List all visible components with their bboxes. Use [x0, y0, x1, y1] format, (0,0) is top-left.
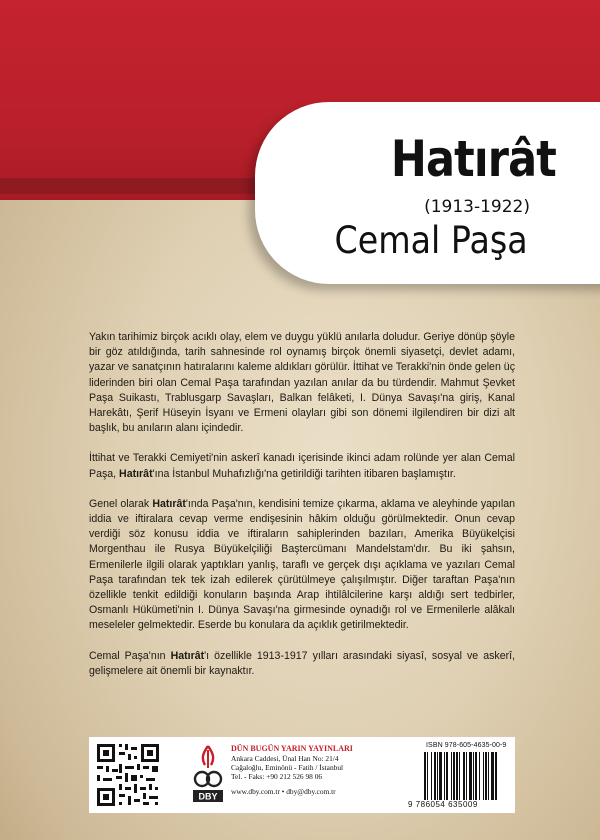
blurb-p2-text-a: İttihat ve Terakki Cemiyeti'nin askerî kanadı içerisinde ikinci adam rolünde yer alan Cemal Paşa,	[89, 452, 515, 480]
blurb-p4-text-a: Cemal Paşa'nın	[89, 649, 171, 662]
qr-code-icon	[95, 742, 161, 808]
dby-logo-icon	[193, 744, 223, 806]
blurb-p3-bold: Hatırât	[152, 497, 186, 510]
blurb-p4-text-c: 'ı özellikle 1913-1917 yılları arasındaki siyasî, sosyal ve askerî, gelişmelere ait önemli bir kaynaktır.	[89, 649, 515, 677]
logo-text: DBY	[198, 791, 218, 802]
blurb-paragraph-2	[89, 451, 515, 481]
blurb-text	[89, 330, 515, 694]
blurb-p2-text-c: 'ına İstanbul Muhafızlığı'na getirildiği tarihten itibaren başlamıştır.	[152, 467, 456, 480]
barcode-number: 9 786054 635009	[408, 800, 478, 809]
blurb-p2-bold: Hatırât	[119, 467, 153, 480]
blurb-paragraph-4	[89, 649, 515, 679]
blurb-p3-text-c: 'ında Paşa'nın, kendisini temize çıkarma, aklama ve aleyhinde yapılan iddia ve iftiralara cevap verme endişesinin hâkim olduğu görülmektedir. Onun cevap verdiği söz konusu iddia ve iftiraların sahiplerinden bazıları, Amerika Büyükelçisi Morgenthau ile Rusya Büyükelçiliği Baştercümanı Mandelstam'dır. Bu iki şahsın, Ermenilerle ilgili olarak yaptıkları yanlış, taraflı ve gerçek dışı açıklama ve yazıları Cemal Paşa tarafından tek tek izah edilerek çürütülmeye çalışılmıştır. Diğer taraftan Paşa'nın özellikle tenkit edildiği konuların başında Arap ihtilâlcilerine karşı aldığı sert tedbirler, Osmanlı Hükümeti'nin I. Dünya Savaşı'na girmesinde oynadığı rol ve Ermenilerle alâkalı meseleler gelmektedir. Eserde bu konulara da açıklık getirilmektedir.	[89, 497, 515, 632]
blurb-paragraph-3	[89, 497, 515, 634]
publisher-address-line-2: Cağaloğlu, Eminönü - Fatih / İstanbul	[231, 763, 344, 772]
publisher-address-line-1: Ankara Caddesi, Ünal Han No: 21/4	[231, 754, 339, 763]
publisher-phone: Tel. - Faks: +90 212 526 98 06	[231, 772, 323, 781]
isbn-label: ISBN 978-605-4635-00-9	[426, 742, 507, 749]
blurb-p4-bold: Hatırât	[170, 649, 205, 662]
book-author: Cemal Paşa	[334, 219, 528, 262]
blurb-paragraph-1: Yakın tarihimiz birçok acıklı olay, elem ve duygu yüklü anılarla doludur. Geriye dönüp şöyle bir göz atıldığında, tarih sahnesinde rol oynamış birçok önemli siyasetçi, devlet adamı, yazar ve sanatçının hatıralarını kaleme aldıkları görülür. İttihat ve Terakki'nin önde gelen üç liderinden biri olan Cemal Paşa tarafından yazılan anılar da bu türdendir. Mahmut Şevket Paşa Suikastı, Trablusgarp Savaşları, Balkan felâketi, I. Dünya Savaşı'na giriş, Kanal Harekâtı, Şerif Hüseyin İsyanı ve Ermeni olayları gibi son dönemi ilgilendiren bir dizi alt başlık, bu anıların alanı içindedir.	[89, 331, 515, 435]
book-title: Hatırât	[390, 130, 556, 188]
publisher-info	[231, 744, 381, 796]
barcode-icon	[423, 752, 511, 802]
publisher-web: www.dby.com.tr • dby@dby.com.tr	[231, 787, 336, 796]
book-years: (1913-1922)	[424, 197, 530, 217]
publisher-name: DÜN BUGÜN YARIN YAYINLARI	[231, 744, 353, 753]
blurb-p3-text-a: Genel olarak	[89, 497, 153, 510]
